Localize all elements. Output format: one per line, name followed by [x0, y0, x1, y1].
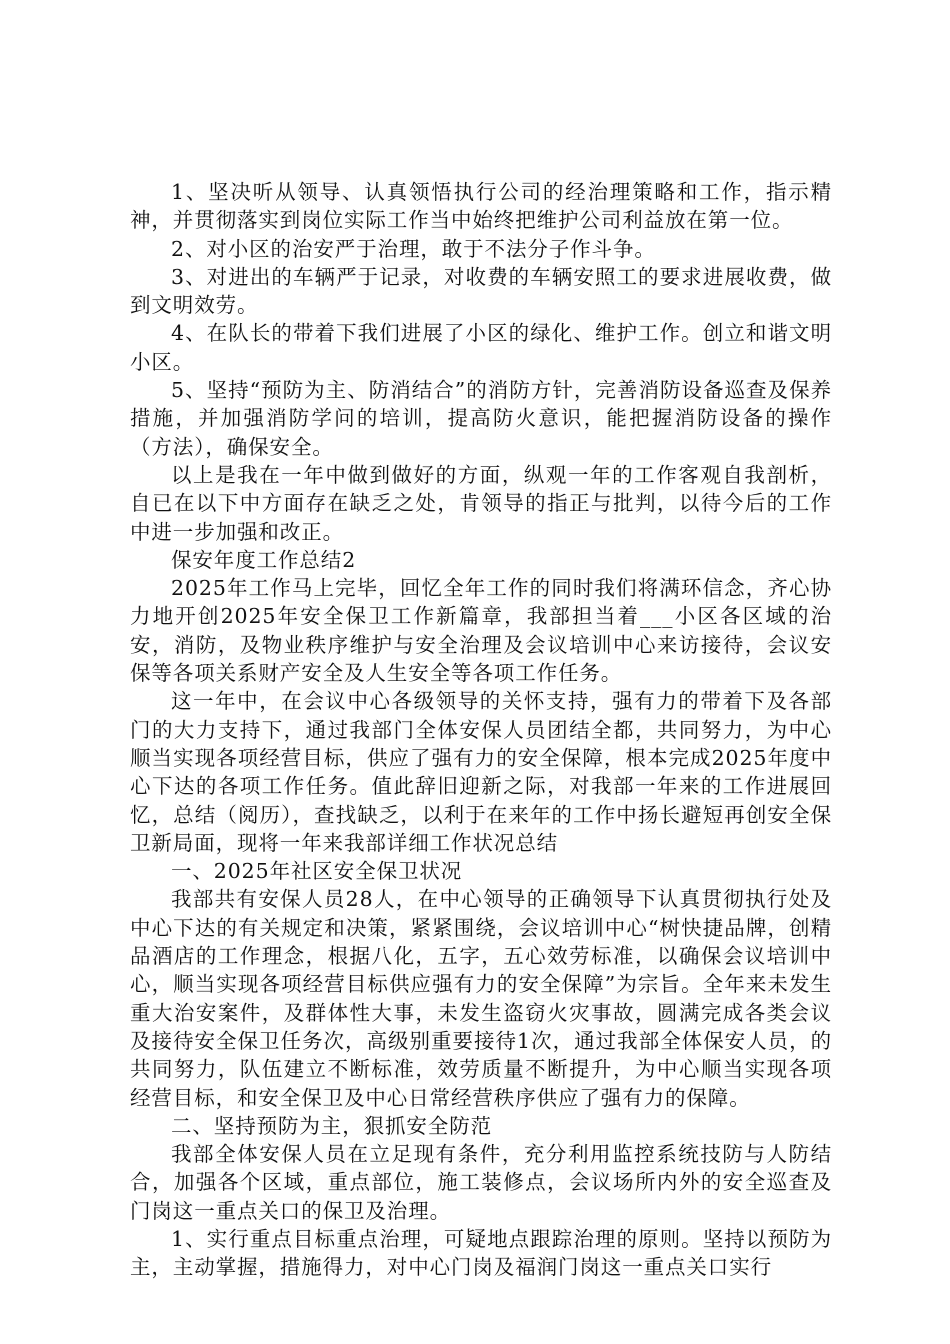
paragraph-8: 这一年中，在会议中心各级领导的关怀支持，强有力的带着下及各部门的大力支持下，通过我部门全体安保人员团结全都，共同努力，为中心顺当实现各项经营目标，供应了强有力的安全保障，根本完成2025年度中心下达的各项工作任务。值此辞旧迎新之际，对我部一年来的工作进展回忆，总结（阅历），查找缺乏，以利于在来年的工作中扬长避短再创安全保卫新局面，现将一年来我部详细工作状况总结 [130, 689, 832, 855]
paragraph-10: 我部全体安保人员在立足现有条件，充分利用监控系统技防与人防结合，加强各个区域，重点部位，施工装修点，会议场所内外的安全巡查及门岗这一重点关口的保卫及治理。 [130, 1142, 832, 1223]
section-title: 保安年度工作总结2 [171, 547, 357, 572]
paragraph-5: 5、坚持“预防为主、防消结合”的消防方针，完善消防设备巡查及保养措施，并加强消防学问的培训，提高防火意识，能把握消防设备的操作（方法），确保安全。 [130, 378, 832, 459]
paragraph-4: 4、在队长的带着下我们进展了小区的绿化、维护工作。创立和谐文明小区。 [130, 321, 832, 374]
paragraph-6: 以上是我在一年中做到做好的方面，纵观一年的工作客观自我剖析，自已在以下中方面存在缺乏之处，肯领导的指正与批判，以待今后的工作中进一步加强和改正。 [130, 462, 832, 544]
paragraph-2: 2、对小区的治安严于治理，敢于不法分子作斗争。 [171, 236, 656, 261]
paragraph-7: 2025年工作马上完毕，回忆全年工作的同时我们将满环信念，齐心协力地开创2025年安全保卫工作新篇章，我部担当着___小区各区域的治安，消防，及物业秩序维护与安全治理及会议培训中心来访接待，会议安保等各项关系财产安全及人生安全等各项工作任务。 [130, 576, 832, 686]
section-heading-1: 一、2025年社区安全保卫状况 [171, 859, 463, 884]
document-page [130, 178, 832, 1282]
paragraph-3: 3、对进出的车辆严于记录，对收费的车辆安照工的要求进展收费，做到文明效劳。 [130, 264, 832, 318]
paragraph-11: 1、实行重点目标重点治理，可疑地点跟踪治理的原则。坚持以预防为主，主动掌握，措施得力，对中心门岗及福润门岗这一重点关口实行 [130, 1226, 832, 1280]
paragraph-9: 我部共有安保人员28人，在中心领导的正确领导下认真贯彻执行处及中心下达的有关规定和决策，紧紧围绕，会议培训中心“树快捷品牌，创精品酒店的工作理念，根据八化，五字，五心效劳标准，以确保会议培训中心，顺当实现各项经营目标供应强有力的安全保障”为宗旨。全年来未发生重大治安案件，及群体性大事，未发生盗窃火灾事故，圆满完成各类会议及接待安全保卫任务次，高级别重要接待1次，通过我部全体保安人员，的共同努力，队伍建立不断标准，效劳质量不断提升，为中心顺当实现各项经营目标，和安全保卫及中心日常经营秩序供应了强有力的保障。 [130, 887, 832, 1110]
paragraph-1: 1、坚决听从领导、认真领悟执行公司的经治理策略和工作，指示精神，并贯彻落实到岗位实际工作当中始终把维护公司利益放在第一位。 [130, 180, 832, 233]
section-heading-2: 二、坚持预防为主，狠抓安全防范 [171, 1113, 492, 1138]
